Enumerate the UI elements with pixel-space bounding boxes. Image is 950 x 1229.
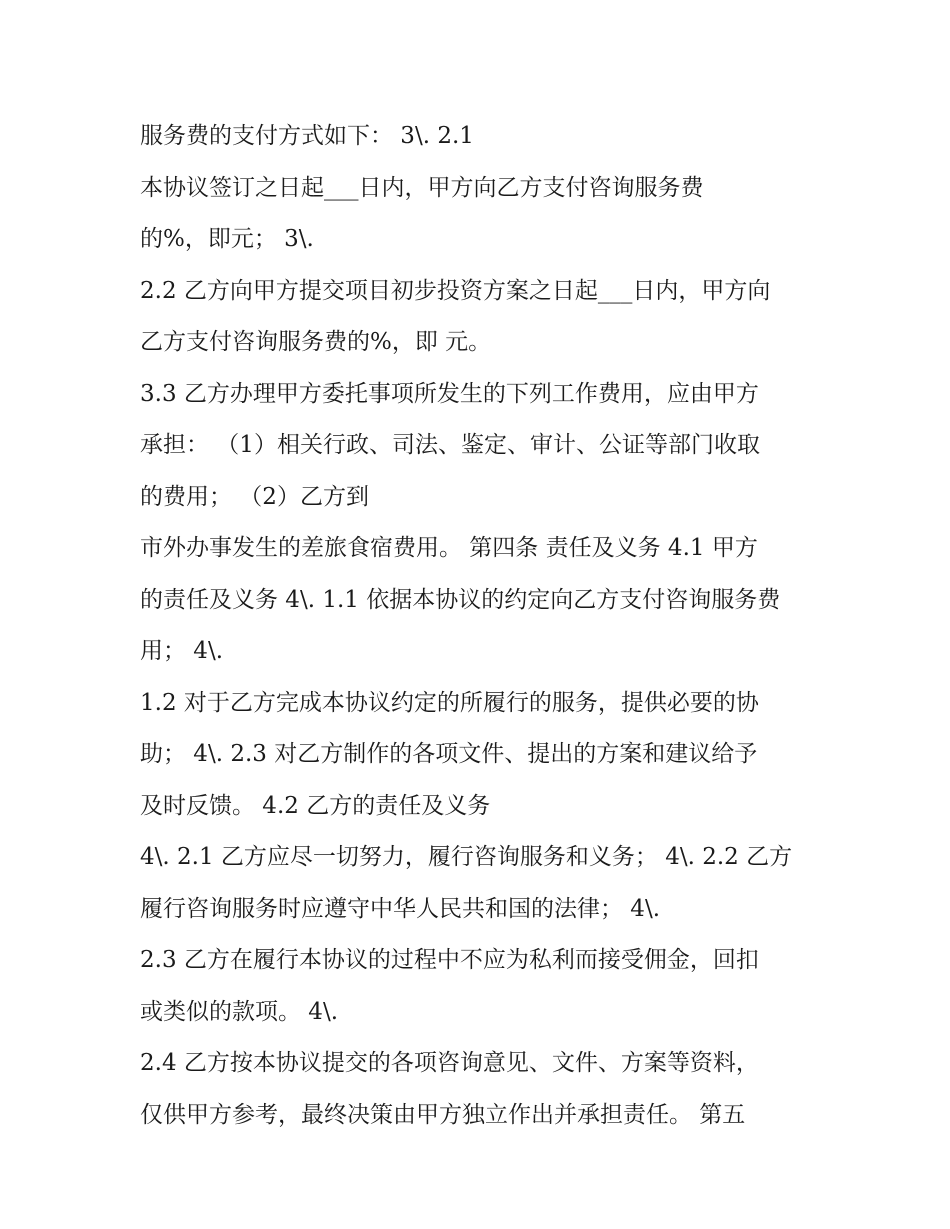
text-line: 2.3 乙方在履行本协议的过程中不应为私利而接受佣金，回扣 bbox=[140, 947, 759, 973]
text-line: 2.2 乙方向甲方提交项目初步投资方案之日起___日内，甲方向 bbox=[140, 277, 771, 304]
text-line: 本协议签订之日起___日内，甲方向乙方支付咨询服务费 bbox=[140, 174, 704, 201]
text-line: 乙方支付咨询服务费的%，即 元。 bbox=[140, 329, 492, 355]
text-line: 或类似的款项。 4\. bbox=[140, 998, 339, 1025]
text-line: 市外办事发生的差旅食宿费用。 第四条 责任及义务 4.1 甲方 bbox=[140, 535, 758, 561]
text-line: 2.4 乙方按本协议提交的各项咨询意见、文件、方案等资料， bbox=[140, 1050, 759, 1076]
text-line: 的责任及义务 4\. 1.1 依据本协议的约定向乙方支付咨询服务费 bbox=[140, 586, 781, 613]
text-line: 3.3 乙方办理甲方委托事项所发生的下列工作费用，应由甲方 bbox=[140, 380, 759, 407]
text-line: 1.2 对于乙方完成本协议约定的所履行的服务，提供必要的协 bbox=[140, 689, 759, 716]
text-line: 服务费的支付方式如下： 3\. 2.1 bbox=[140, 123, 474, 149]
document-body bbox=[140, 111, 820, 1141]
text-line: 仅供甲方参考，最终决策由甲方独立作出并承担责任。 第五 bbox=[140, 1101, 746, 1128]
text-line: 承担： （1）相关行政、司法、鉴定、审计、公证等部门收取 bbox=[140, 432, 760, 458]
text-line: 履行咨询服务时应遵守中华人民共和国的法律； 4\. bbox=[140, 895, 661, 922]
text-line: 4\. 2.1 乙方应尽一切努力，履行咨询服务和义务； 4\. 2.2 乙方 bbox=[140, 844, 793, 870]
text-line: 助； 4\. 2.3 对乙方制作的各项文件、提出的方案和建议给予 bbox=[140, 741, 758, 767]
text-line: 的%，即元； 3\. bbox=[140, 226, 314, 252]
text-line: 用； 4\. bbox=[140, 638, 224, 664]
text-line: 及时反馈。 4.2 乙方的责任及义务 bbox=[140, 792, 491, 819]
text-line: 的费用； （2）乙方到 bbox=[140, 483, 369, 510]
